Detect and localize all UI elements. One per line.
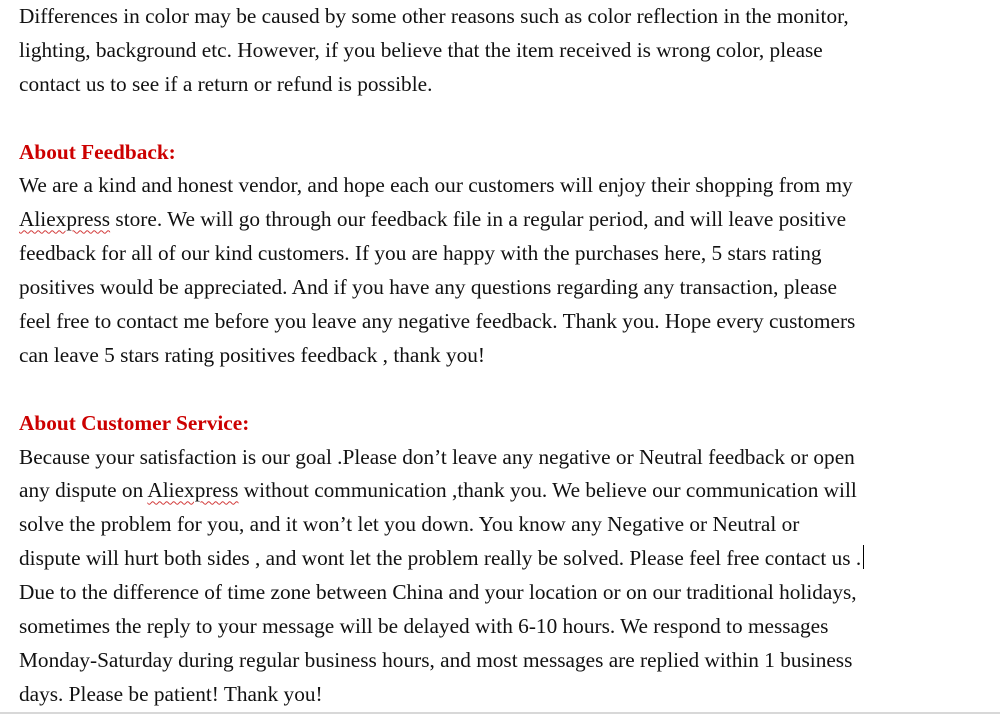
feedback-heading: About Feedback: (19, 139, 176, 164)
text-cursor (863, 545, 864, 569)
service-line-8: days. Please be patient! Thank you! (19, 681, 323, 706)
feedback-line-1: We are a kind and honest vendor, and hope each our customers will enjoy their shopping from my (19, 173, 853, 198)
paragraph-spacer (19, 102, 989, 136)
service-line-7: Monday-Saturday during regular business hours, and most messages are replied within 1 business (19, 647, 853, 672)
intro-line-3: contact us to see if a return or refund is possible. (19, 71, 433, 96)
service-line-3: solve the problem for you, and it won’t let you down. You know any Negative or Neutral or (19, 512, 800, 537)
service-line-4-text: dispute will hurt both sides , and wont let the problem really be solved. Please feel free contact us . (19, 546, 862, 571)
service-line-2 (19, 474, 989, 508)
service-line-2-pre: any dispute on (19, 478, 148, 503)
feedback-line-4: positives would be appreciated. And if you have any questions regarding any transaction, please (19, 275, 837, 300)
feedback-line-6: can leave 5 stars rating positives feedback , thank you! (19, 342, 486, 367)
service-line-4 (19, 542, 989, 576)
intro-line-2: lighting, background etc. However, if you believe that the item received is wrong color, please (19, 37, 823, 62)
service-line-6: sometimes the reply to your message will be delayed with 6-10 hours. We respond to messages (19, 614, 829, 639)
customer-service-heading: About Customer Service: (19, 410, 250, 435)
service-line-1: Because your satisfaction is our goal .Please don’t leave any negative or Neutral feedback or open (19, 444, 855, 469)
paragraph-spacer (19, 373, 989, 407)
feedback-line-2-text: store. We will go through our feedback file in a regular period, and will leave positive (110, 207, 847, 232)
feedback-line-3: feedback for all of our kind customers. If you are happy with the purchases here, 5 stars rating (19, 241, 822, 266)
intro-line-1: Differences in color may be caused by some other reasons such as color reflection in the monitor, (19, 4, 849, 28)
service-line-2-post: without communication ,thank you. We believe our communication will (238, 478, 857, 503)
document-body (19, 0, 989, 712)
spellcheck-word: Aliexpress (19, 207, 111, 232)
spellcheck-word: Aliexpress (147, 478, 239, 503)
feedback-line-2 (19, 203, 989, 237)
service-line-5: Due to the difference of time zone between China and your location or on our traditional holidays, (19, 580, 857, 605)
feedback-line-5: feel free to contact me before you leave any negative feedback. Thank you. Hope every customers (19, 309, 856, 334)
